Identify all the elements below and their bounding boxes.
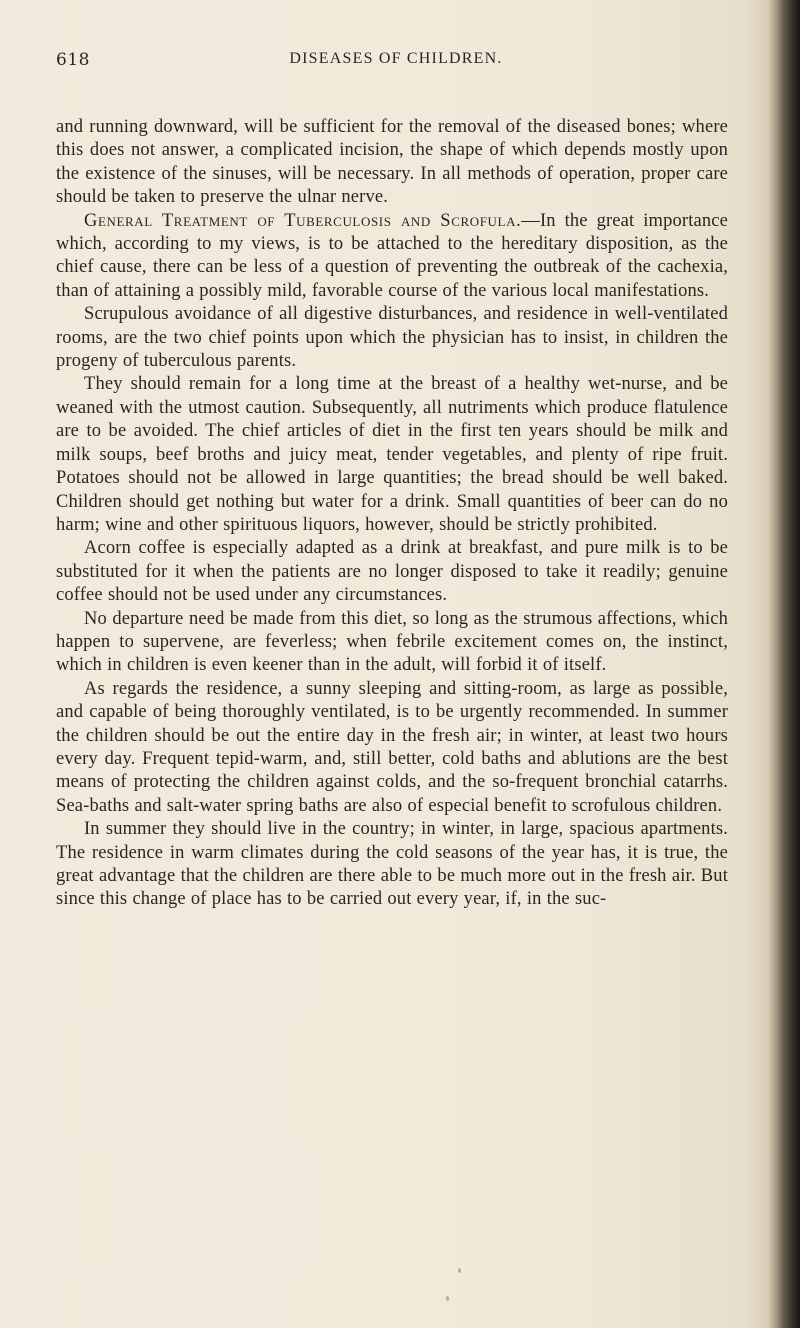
running-head: DISEASES OF CHILDREN. — [289, 50, 503, 67]
paragraph-3: Scrupulous avoidance of all digestive disturbances, and residence in well-ventilated rooms, are the two chief points upon which the physician has to insist, in children the progeny of tuberculous parents. — [56, 304, 728, 372]
paragraph-5: Acorn coffee is especially adapted as a drink at breakfast, and pure milk is to be substituted for it when the patients are no longer disposed to take it readily; genuine coffee should not be used under any circumstances. — [56, 538, 728, 606]
paragraph-2-text: —In the great importance which, according to my views, is to be attached to the hereditary disposition, as the chief cause, there can be less of a question of preventing the outbreak of the cachexia, than of attaining a possibly mild, favorable course of the various local manifestations. — [56, 210, 728, 301]
paper-speck — [458, 1268, 461, 1273]
paragraph-7: As regards the residence, a sunny sleeping and sitting-room, as large as possible, and capable of being thoroughly ventilated, is to be urgently recommended. In summer the children should be out the entire day in the fresh air; in winter, at least two hours every day. Frequent tepid-warm, and, still better, cold baths and ablutions are the best means of protecting the children against colds, and the so-frequent bronchial catarrhs. Sea-baths and salt-water spring baths are also of especial benefit to scrofulous children. — [56, 678, 728, 816]
paragraph-1: and running downward, will be sufficient for the removal of the diseased bones; where this does not answer, a complicated incision, the shape of which depends mostly upon the existence of the sinuses, will be necessary. In all methods of operation, proper care should be taken to preserve the ulnar nerve. — [56, 117, 728, 208]
paragraph-4: They should remain for a long time at the breast of a healthy wet-nurse, and be weaned with the utmost caution. Subsequently, all nutriments which produce flatulence are to be avoided. The chief articles of diet in the first ten years should be milk and milk soups, beef broths and juicy meat, tender vegetables, and plenty of ripe fruit. Potatoes should not be allowed in large quantities; the bread should be well baked. Children should get nothing but water for a drink. Small quantities of beer can do no harm; wine and other spirituous liquors, however, should be strictly prohibited. — [56, 374, 728, 535]
page-header — [56, 50, 736, 76]
section-heading: General Treatment of Tuberculosis and Scrofula. — [84, 210, 522, 231]
paragraph-8: In summer they should live in the country; in winter, in large, spacious apartments. The residence in warm climates during the cold seasons of the year has, it is true, the great advantage that the children are there able to be much more out in the fresh air. But since this change of place has to be carried out every year, if, in the suc- — [56, 819, 728, 910]
paper-speck — [446, 1296, 449, 1301]
paragraph-6: No departure need be made from this diet, so long as the strumous affections, which happen to supervene, are feverless; when febrile excitement comes on, the instinct, which in children is even keener than in the adult, will forbid it of itself. — [56, 608, 728, 676]
page-edge-shadow — [778, 0, 800, 1328]
page-number: 618 — [56, 50, 90, 70]
body-text — [56, 116, 728, 912]
paragraph-2 — [56, 210, 728, 304]
